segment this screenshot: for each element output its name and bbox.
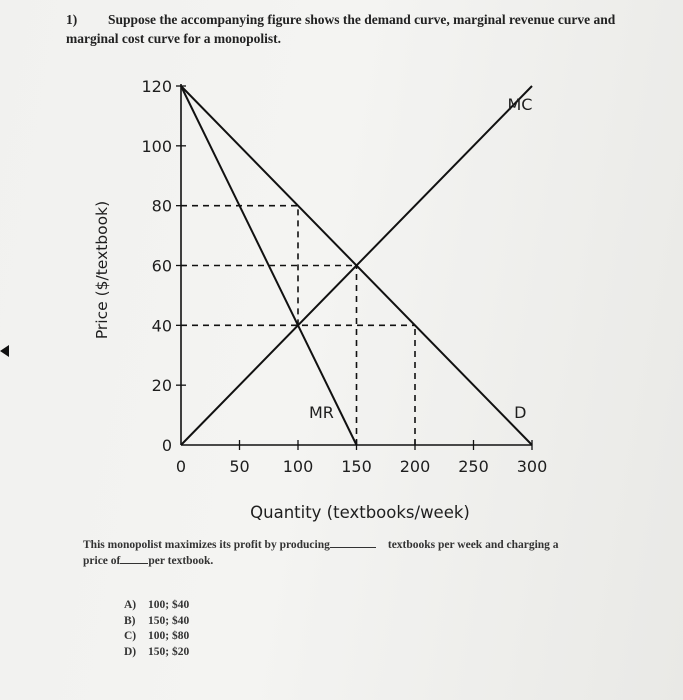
question-intro-line2: marginal cost curve for a monopolist. bbox=[66, 31, 281, 46]
curve-label-mr: MR bbox=[308, 403, 334, 423]
left-arrow-icon bbox=[0, 345, 9, 357]
prompt-text-2: textbooks per week and charging a bbox=[387, 539, 559, 551]
x-tick-label: 250 bbox=[458, 457, 489, 476]
choice-b[interactable]: B) 150; $40 bbox=[124, 614, 190, 627]
prompt-text-3: price of bbox=[83, 555, 121, 567]
question-prompt bbox=[83, 537, 643, 569]
x-tick-label: 150 bbox=[341, 457, 372, 476]
x-tick-label: 100 bbox=[282, 457, 314, 476]
answer-choices bbox=[124, 598, 189, 660]
choice-a[interactable]: A) 100; $40 bbox=[124, 599, 190, 611]
prompt-text-4: per textbook. bbox=[148, 555, 214, 567]
y-tick-label: 80 bbox=[151, 196, 172, 216]
curves bbox=[181, 86, 532, 445]
y-tick-label: 120 bbox=[141, 77, 172, 96]
y-tick-label: 100 bbox=[141, 136, 172, 156]
x-tick-label: 50 bbox=[229, 457, 250, 476]
x-tick-label: 0 bbox=[175, 457, 187, 476]
question-number: 1) bbox=[66, 12, 78, 27]
choice-c[interactable]: C) 100; $80 bbox=[124, 630, 190, 642]
quantity-blank bbox=[330, 537, 376, 548]
x-axis-label: Quantity (textbooks/week) bbox=[250, 503, 470, 522]
curve-label-mc: MC bbox=[507, 94, 533, 114]
y-tick-label: 0 bbox=[161, 436, 172, 455]
curve-label-d: D bbox=[514, 403, 527, 423]
x-tick-label: 200 bbox=[399, 457, 431, 476]
y-axis-label: Price ($/textbook) bbox=[93, 200, 111, 340]
curve-labels bbox=[309, 95, 533, 422]
y-tick-label: 40 bbox=[151, 316, 172, 336]
question-intro-line1: Suppose the accompanying figure shows the demand curve, marginal revenue curve and bbox=[108, 12, 616, 27]
y-tick-label: 60 bbox=[151, 256, 172, 276]
y-tick-label: 20 bbox=[151, 376, 172, 396]
price-blank bbox=[120, 553, 148, 564]
prompt-text-1: This monopolist maximizes its profit by producing bbox=[83, 539, 330, 551]
choice-d[interactable]: D) 150; $20 bbox=[124, 645, 190, 658]
x-tick-label: 300 bbox=[516, 457, 548, 476]
